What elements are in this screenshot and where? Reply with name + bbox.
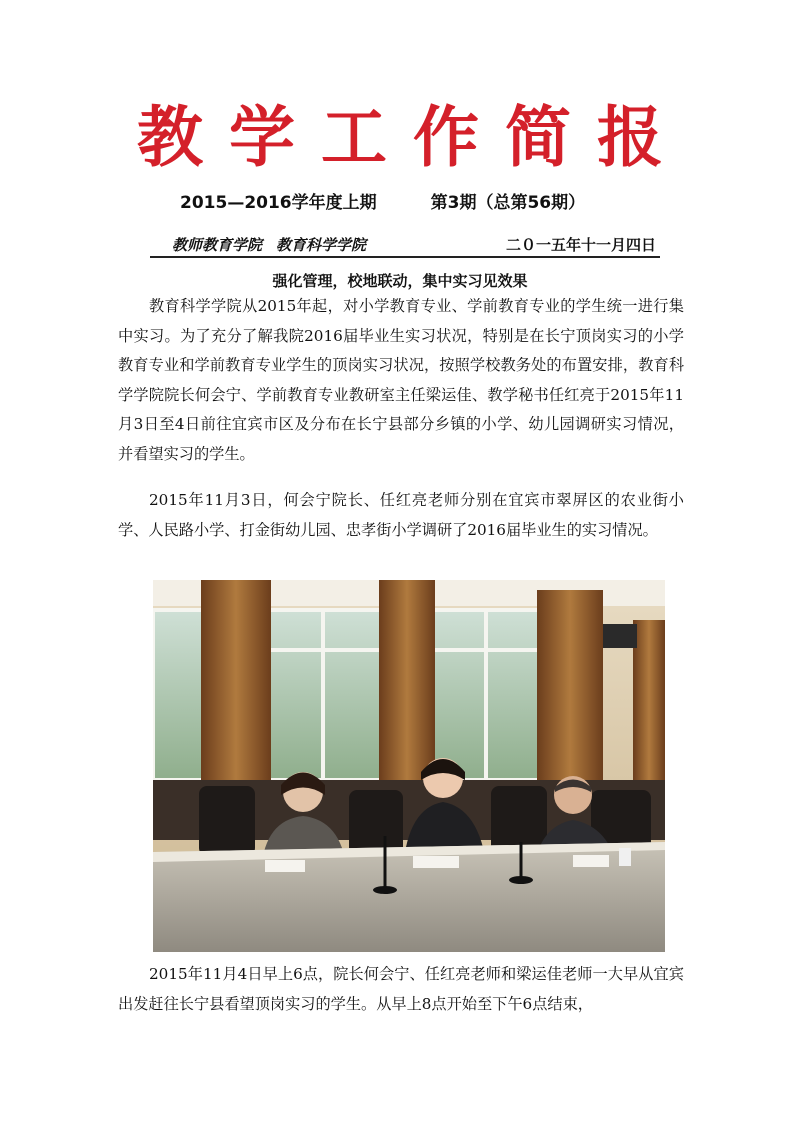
org-line (150, 232, 660, 258)
meeting-photo (153, 580, 665, 952)
org-names (172, 234, 366, 255)
issue-term: 2015—2016学年度上期 (180, 193, 377, 213)
issue-line (180, 188, 640, 213)
newsletter-masthead: 教学工作简报 (137, 98, 689, 176)
org-school-1: 教师教育学院 (172, 236, 263, 254)
article-paragraph: 2015年11月3日，何会宁院长、任红亮老师分别在宜宾市翠屏区的农业街小学、人民路小学、打金街幼儿园、忠孝街小学调研了2016届毕业生的实习情况。 (118, 491, 684, 539)
article-paragraph: 2015年11月4日早上6点，院长何会宁、任红亮老师和梁运佳老师一大早从宜宾出发赶往长宁县看望顶岗实习的学生。从早上8点开始至下午6点结束， (118, 965, 684, 1013)
issue-number: 第3期（总第56期） (430, 193, 586, 213)
article-title: 强化管理，校地联动，集中实习见效果 (272, 272, 528, 290)
article-paragraph: 教育科学学院从2015年起，对小学教育专业、学前教育专业的学生统一进行集中实习。为了充分了解我院2016届毕业生实习状况，特别是在长宁顶岗实习的小学教育专业和学前教育专业学生的顶岗实习状况，按照学校教务处的布置安排，教育科学学院院长何会宁、学前教育专业教研室主任梁运佳、教学秘书任红亮于2015年11月3日至4日前往宜宾市区及分布在长宁县部分乡镇的小学、幼儿园调研实习情况，并看望实习的学生。 (118, 297, 684, 463)
org-school-2: 教育科学学院 (276, 236, 367, 254)
publish-date: 二０一五年十一月四日 (505, 236, 656, 254)
